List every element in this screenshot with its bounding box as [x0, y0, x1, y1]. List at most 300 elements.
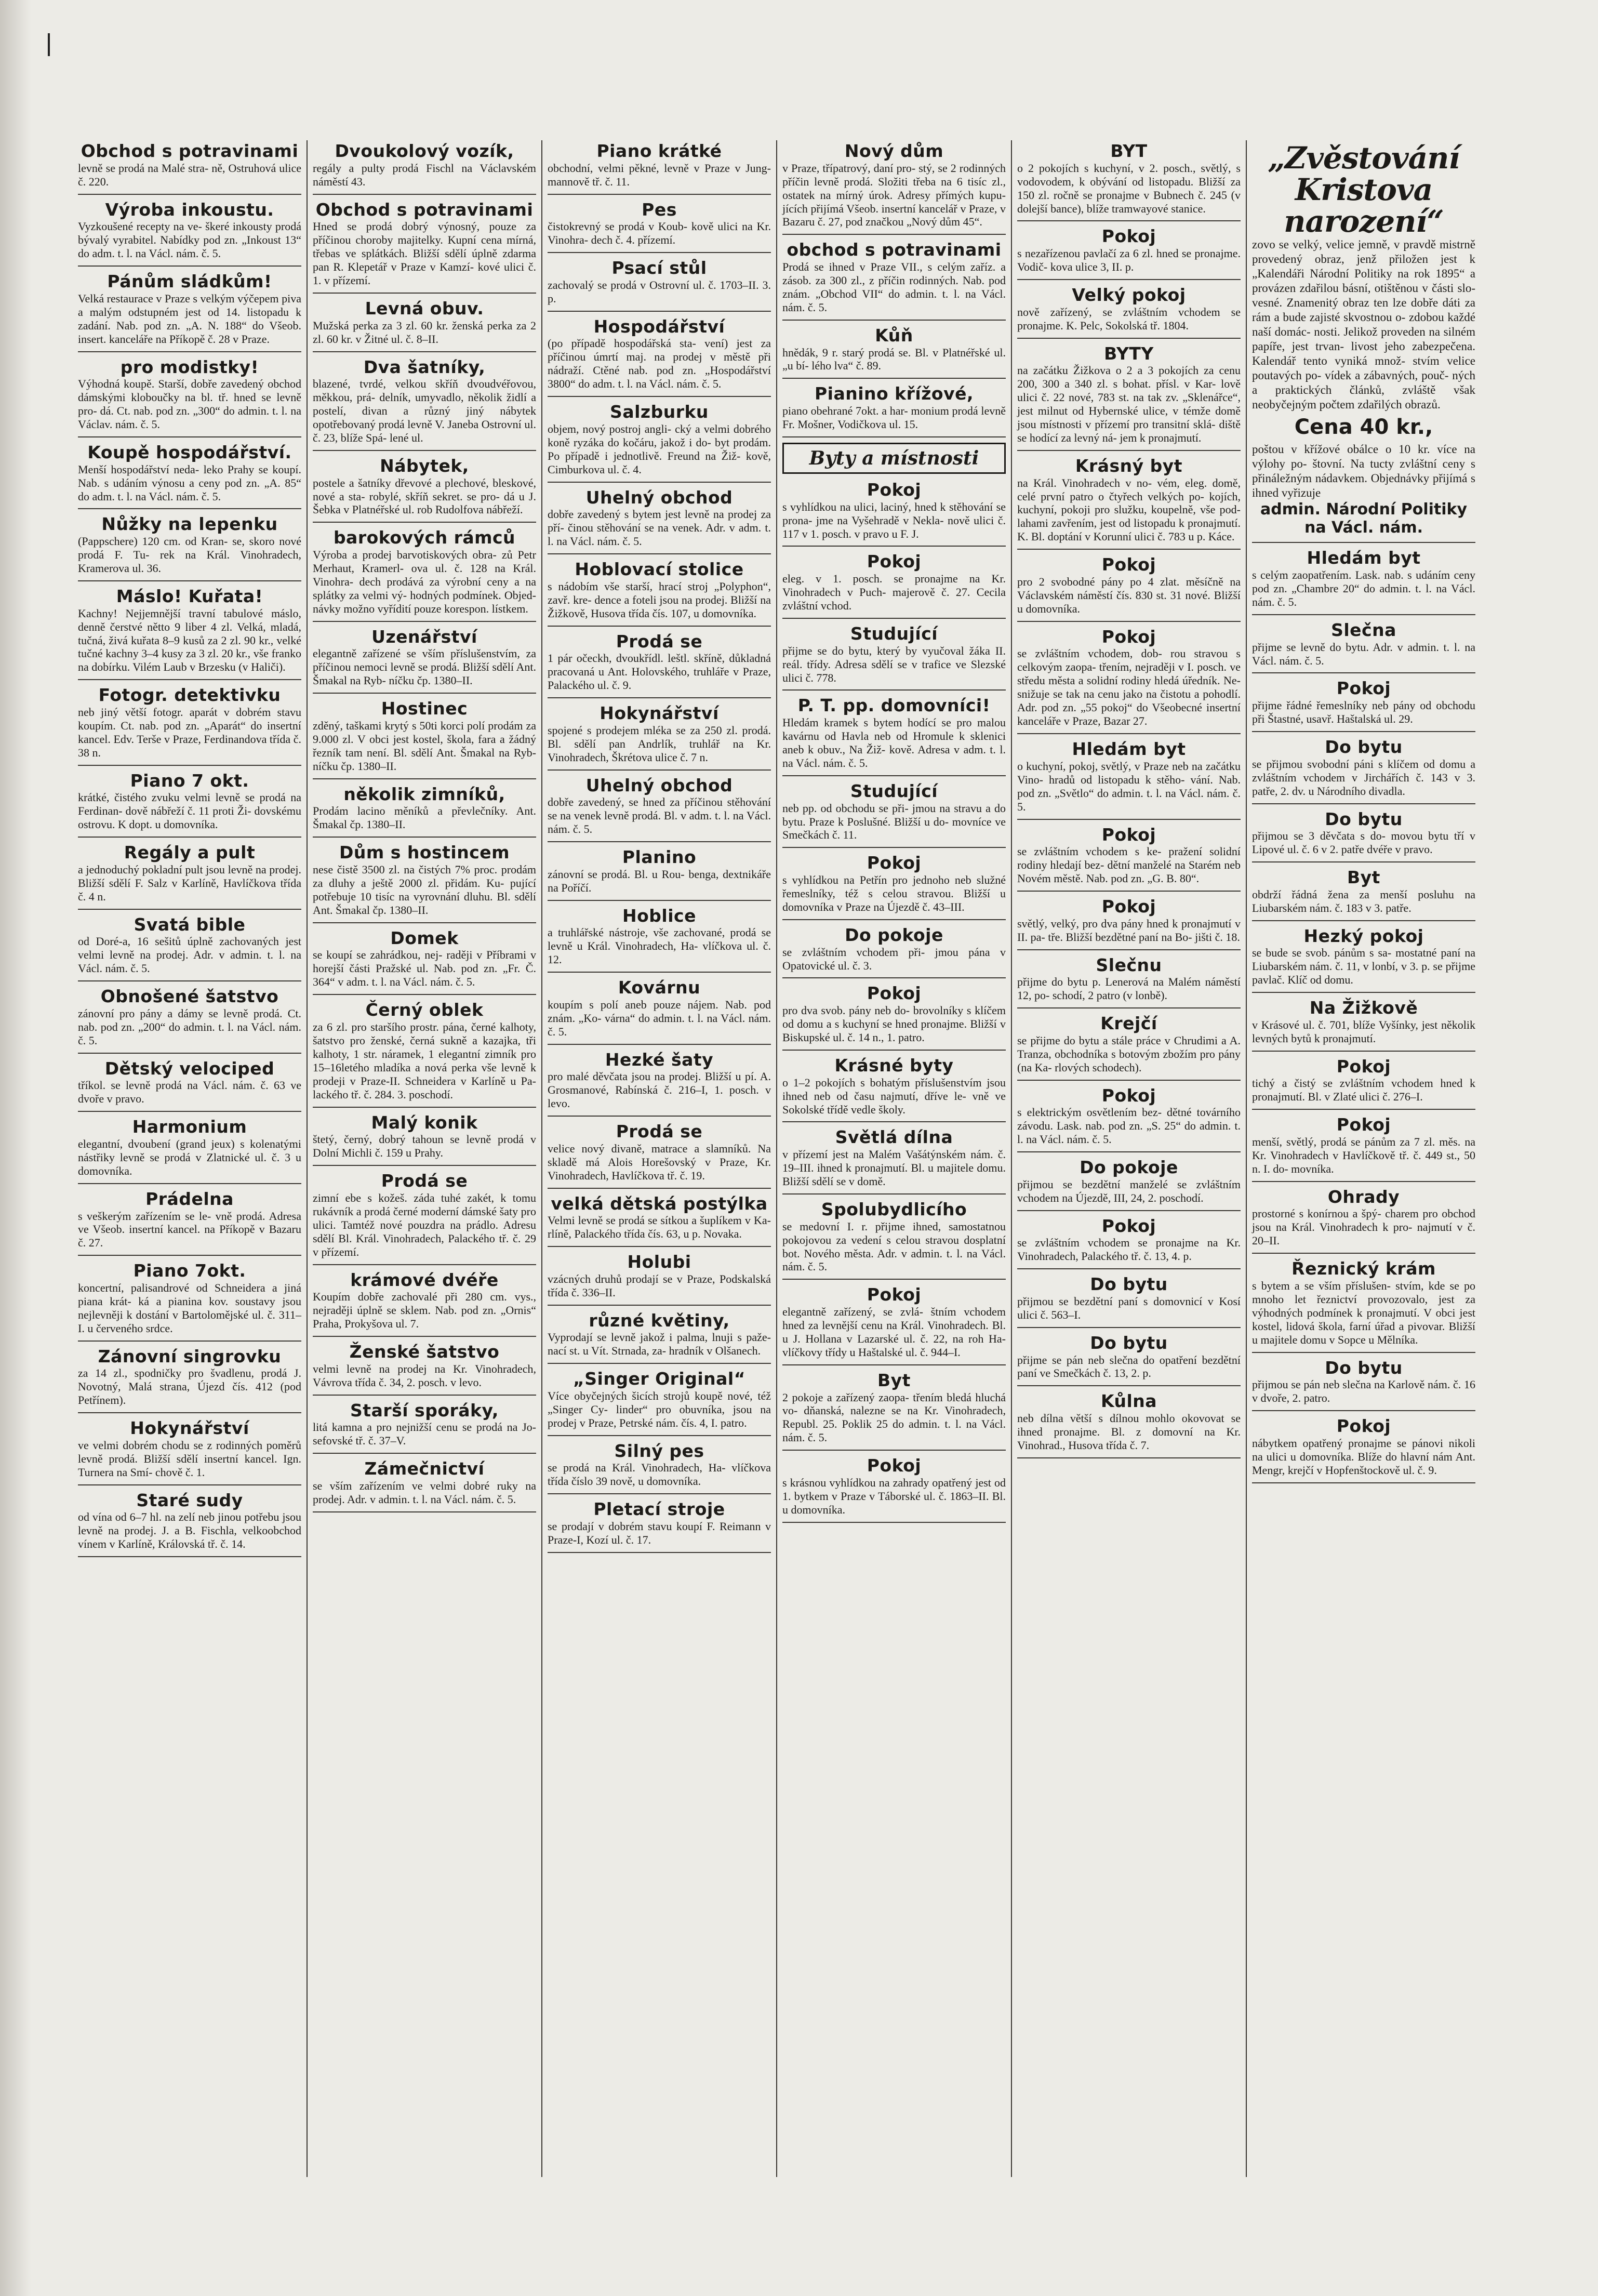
ad-headline: Studující: [850, 623, 938, 644]
ad-headline: Studující: [850, 780, 938, 801]
classified-ad: [78, 842, 301, 910]
ad-headline: Piano krátké: [596, 141, 722, 161]
ad-text: od vína od 6–7 hl. na zelí neb jinou potřebu jsou levně na prodej. J. a B. Fischla, velkoobchod vínem v Karlíně, Královská tř. č. 14.: [78, 1510, 301, 1551]
ad-text: přijmou se bezdětní paní s domovnicí v Kosí ulici č. 563–I.: [1017, 1294, 1241, 1321]
ad-text: neb jiný větší fotogr. aparát v dobrém stavu koupím. Ct. nab. pod zn. „Aparát“ do insertní kancel. Edv. Terše v Praze, Ferdinandova třída č. 38 n.: [78, 706, 301, 759]
ad-column-5: [1012, 140, 1247, 2177]
classified-ad: [78, 1058, 301, 1112]
ad-headline: několik zimníků,: [343, 784, 505, 804]
classified-ad: [1252, 1114, 1475, 1182]
classified-ad: [1252, 997, 1475, 1052]
ad-text: obdrží řádná žena za menší posluhu na Liubarském nám. č. 183 v 3. patře.: [1252, 887, 1475, 914]
classified-ad: [548, 316, 771, 397]
ad-text: přijme se pán neb slečna do opatření bezdětní paní ve Smečkách č. 13, 2. p.: [1017, 1353, 1241, 1380]
ad-text: Výroba a prodej barvotiskových obra- zů Petr Merhaut, Kramerl- ova ul. č. 128 na Král. Vinohra- dech prodává za výrobní ceny a na splátky za velmi vý- hodných podmínek. Objed- návky možno vyřídití pouze korespon. lístkem.: [313, 548, 536, 615]
ad-text: eleg. v 1. posch. se pronajme na Kr. Vinohradech v Puch- majerově č. 27. Cecila zvláštní vchod.: [782, 572, 1006, 612]
ad-text: koupím s polí aneb pouze nájem. Nab. pod znám. „Ko- várna“ do admin. t. l. na Václ. nám. č. 5.: [548, 998, 771, 1038]
ad-text: zimní ebe s kožeš. záda tuhé zakét, k tomu rukávník a prodá černé moderní dámské šaty pro ulici. Tamtéž nové pouzdra na prádlo. Adresu sdělí Bl. Král. Vinohradech, Palackého tř. č. 29 v přízemí.: [313, 1191, 536, 1258]
ad-text: tříkol. se levně prodá na Václ. nám. č. 63 ve dvoře v pravo.: [78, 1079, 301, 1106]
ad-headline: Prodá se: [381, 1171, 468, 1191]
ad-text: přijme se do bytu, který by vyučoval žáka II. reál. třídy. Adresa sdělí se v trafice ve Slezské ulici č. 778.: [782, 644, 1006, 684]
ad-column-4: [777, 140, 1012, 2177]
classified-ad: [1017, 1013, 1241, 1081]
ad-headline: Pokoj: [867, 853, 922, 873]
ad-column-3: [542, 140, 777, 2177]
classified-ad: [313, 626, 536, 694]
ad-headline: Hezký pokoj: [1303, 925, 1424, 946]
classified-ad: [1017, 954, 1241, 1009]
classified-ad: [548, 1193, 771, 1247]
ad-text: se koupí se zahrádkou, nej- raději v Příbrami v horejší části Pražské ul. Nab. pod zn. „Fr. Č. 364“ v adm. t. l. na Václ. nám. č. 5.: [313, 948, 536, 989]
ad-text: s nádobím vše starší, hrací stroj „Polyphon“, zavř. kre- dence a foteli jsou na prodej. Bližší na Žižkově, Husova třída čís. 107, u domovníka.: [548, 579, 771, 620]
classified-ad: [548, 1049, 771, 1117]
ad-headline: Hostinec: [381, 698, 468, 719]
publisher-address: admin. Národní Politiky na Václ. nám.: [1260, 500, 1468, 537]
ad-text: Hned se prodá dobrý výnosný, pouze za příčinou choroby majitelky. Kupní cena mírná, třebas ve splátkách. Bližší sdělí úplně zdarma pan R. Klepetář v Praze v Kamzí- kové ulici č. 1. v přízemí.: [313, 220, 536, 287]
ad-headline: Dětský velociped: [104, 1058, 275, 1079]
ad-text: neb pp. od obchodu se při- jmou na stravu a do bytu. Praze k Poslušné. Bližší u do- movníce ve Smečkách č. 11.: [782, 801, 1006, 842]
classified-ad: [78, 356, 301, 437]
classified-ad: [548, 559, 771, 627]
ad-headline: Velký pokoj: [1072, 285, 1186, 305]
ad-text: (po případě hospodářská sta- vení) jest za příčinou úmrtí maj. na prodej v městě při nádraží. Ctěné nab. pod zn. „Hospodářství 3800“ do adm. t. l. na Václ. nám. č. 5.: [548, 337, 771, 391]
ad-text: s vyhlídkou na Petřín pro jednoho neb služné řemeslníky, též s celou stravou. Bližší u domovníka v Praze na Újezdě č. 43–III.: [782, 873, 1006, 913]
ad-headline: Ženské šatstvo: [349, 1342, 500, 1362]
classified-ad: [78, 914, 301, 982]
section-heading-box: [782, 443, 1006, 474]
ad-text: o kuchyní, pokoj, světlý, v Praze neb na začátku Vino- hradů od listopadu k stěho- vání. Nab. pod zn. „Světlo“ do admin. t. l. na Václ. nám. č. 5.: [1017, 759, 1241, 813]
ad-headline: Hokynářství: [130, 1418, 249, 1439]
ad-text: se medovní I. r. přijme ihned, samostatnou pokojovou za vedení s celou stravou dosplatní bot. Nového města. Adr. v admin. t. l. na Václ. nám. č. 5.: [782, 1219, 1006, 1273]
ad-headline: Nůžky na lepenku: [101, 514, 278, 535]
ad-headline: Psací stůl: [611, 258, 707, 278]
ad-text: a truhlářské nástroje, vše zachované, prodá se levně u Král. Vinohradech, Ha- vlíčkova ul. č. 12.: [548, 926, 771, 966]
ad-headline: Silný pes: [614, 1440, 704, 1461]
ad-text: světlý, velký, pro dva pány hned k pronajmutí v II. pa- tře. Bližší bezdětné paní na Bo- jišti č. 18.: [1017, 917, 1241, 944]
ad-text: Koupím dobře zachovalé při 280 cm. vys., nejraději úplně se sklem. Nab. pod zn. „Ornis“ Praha, Prokyšova ul. 7.: [313, 1290, 536, 1331]
ad-text: nese čistě 3500 zl. na čistých 7% proc. prodám za dluhy a ještě 2000 zl. přidám. Ku- pující potřebuje 10 tisíc na vyrovnání dluhu. Bl. sdělí Ant. Šmakal čp. 1380–II.: [313, 862, 536, 917]
ad-headline: Na Žižkově: [1309, 998, 1418, 1018]
classified-ad: [313, 1112, 536, 1166]
margin-mark: [48, 33, 50, 56]
ad-headline: Do bytu: [1325, 737, 1403, 758]
ad-headline: Zánovní singrovku: [98, 1346, 282, 1366]
ad-headline: Pokoj: [1101, 896, 1156, 917]
classified-ad: [548, 1251, 771, 1306]
ad-headline: Hokynářství: [600, 703, 719, 724]
ad-headline: barokových rámců: [333, 527, 516, 548]
ad-headline: Hezké šaty: [605, 1049, 714, 1070]
ad-text: na začátku Žižkova o 2 a 3 pokojích za cenu 200, 300 a 340 zl. s bohat. přísl. v Kar- lově ulici č. 22 nové, 783 st. na tak zv. „Sklenářce“, jest milnut od Hybernské ulice, v témže domě jsou místnosti v přízemí pro transitní sklá- diště se hodící za levný ná- jem k pronajmutí.: [1017, 364, 1241, 444]
classified-ad: [1017, 738, 1241, 819]
ad-headline: Obchod s potravinami: [315, 199, 534, 220]
ad-text: nově zařízený, se zvláštním vchodem se pronajme. K. Pelc, Sokolská tř. 1804.: [1017, 305, 1241, 332]
classified-ad: [1252, 925, 1475, 993]
ad-headline: Fotogr. detektivku: [98, 685, 281, 706]
ad-text: dobře zavedený s bytem jest levně na prodej za pří- činou stěhování se na venek. Adr. v adm. t. l. na Václ. nám. č. 5.: [548, 508, 771, 548]
ad-text: krátké, čistého zvuku velmi levně se prodá na Ferdinan- dově nábřeží č. 11 proti Ži- dovskému ostrovu. K dopt. u domovníka.: [78, 791, 301, 831]
classified-ad: [548, 1310, 771, 1364]
ad-text: se prodají v dobrém stavu koupí F. Reimann v Praze-I, Kozí ul. č. 17.: [548, 1519, 771, 1546]
ad-text: 2 pokoje a zařízený zaopa- třením bledá hluchá vo- dňanská, nalezne se na Kr. Vinohradech, Republ. 25. Poklik 25 do admin. t. l. na Václ. nám. č. 5.: [782, 1390, 1006, 1444]
ad-headline: Slečna: [1331, 619, 1396, 640]
classified-ad: [782, 924, 1006, 979]
classified-ad: [78, 684, 301, 765]
classified-ad: [782, 780, 1006, 848]
ad-text: prostorné s konírnou a špý- charem pro obchod jsou na Král. Vinohradech k pro- najmutí v č. 20–II.: [1252, 1207, 1475, 1247]
classified-ad: [1017, 455, 1241, 550]
classified-ad: [548, 487, 771, 555]
ad-headline: Pokoj: [1101, 226, 1156, 247]
ad-headline: Nábytek,: [380, 455, 469, 476]
classified-ad: [1017, 1273, 1241, 1328]
ad-headline: Pokoj: [1336, 678, 1391, 699]
classified-ad: [782, 140, 1006, 235]
ad-text: a jednoduchý pokladní pult jsou levně na prodej. Bližší sdělí F. Salz v Karlíně, Havlíčkova třída č. 4 n.: [78, 862, 301, 903]
classified-ad: [1017, 225, 1241, 280]
ad-headline: Pokoj: [1336, 1416, 1391, 1437]
classified-ad: [313, 356, 536, 451]
ad-headline: Pes: [642, 199, 677, 220]
ad-text: elegantně zařízené se vším příslušenstvím, za příčinou nemoci levně se prodá. Bližší sdělí Ant. Šmakal na Ryb- níčku čp. 1380–II.: [313, 647, 536, 687]
ad-headline: „Singer Original“: [573, 1369, 745, 1389]
ad-text: přijme se levně do bytu. Adr. v admin. t. l. na Václ. nám. č. 5.: [1252, 640, 1475, 667]
ad-headline: Zámečnictví: [364, 1458, 485, 1479]
ad-headline: Planino: [622, 847, 697, 868]
ad-headline: Piano 7okt.: [133, 1260, 246, 1281]
ad-text: na Král. Vinohradech v no- vém, eleg. domě, celé první patro o čtyřech velkých po- kojích, kuchyní, pokoji pro služku, koupelně, vše pod- lahami zavřením, jest od listopadu k pronajmutí. K. Bl. doptání v Korunní ulici č. 783 u p. Káce.: [1017, 476, 1241, 543]
classified-ad: [1017, 1332, 1241, 1387]
ad-headline: Do bytu: [1090, 1274, 1168, 1295]
ad-text: s krásnou vyhlídkou na zahrady opatřený jest od 1. bytkem v Praze v Táborské ul. č. 1863–II. Bl. u domovníka.: [782, 1476, 1006, 1516]
ad-headline: Hledám byt: [1072, 739, 1186, 760]
classified-ad: [1252, 678, 1475, 732]
ad-text: dobře zavedený, se hned za příčinou stěhování se na venek levně prodá. Bl. v adm. t. l. na Václ. nám. č. 5.: [548, 795, 771, 836]
classified-ad: [782, 1199, 1006, 1280]
classified-ad: [78, 770, 301, 838]
ad-text: tichý a čistý se zvláštním vchodem hned k pronajmutí. Bl. v Zlaté ulici č. 276–I.: [1252, 1077, 1475, 1104]
classified-ad: [78, 271, 301, 352]
ad-text: pro 2 svobodné pány po 4 zlat. měsíčně na Václavském náměstí čís. 830 st. 31 nové. Bližší u domovníka.: [1017, 575, 1241, 615]
classified-ad: [782, 1126, 1006, 1195]
ad-headline: velká dětská postýlka: [551, 1193, 768, 1214]
ad-headline: Harmonium: [132, 1117, 247, 1137]
ad-text: zánovní se prodá. Bl. u Rou- benga, dextnikáře na Poříčí.: [548, 867, 771, 894]
ad-headline: Kůlna: [1100, 1391, 1157, 1412]
ad-headline: Hoblovací stolice: [575, 559, 744, 580]
classified-ad: [1017, 140, 1241, 221]
ad-text: levně se prodá na Malé stra- ně, Ostruhová ulice č. 220.: [78, 161, 301, 188]
ad-text: velice nový divaně, matrace a slamníků. Na skladě má Alois Horešovský v Praze, Kr. Vinohradech, Havlíčkova tř. č. 19.: [548, 1142, 771, 1182]
ad-text: zachovalý se prodá v Ostrovní ul. č. 1703–II. 3. p.: [548, 278, 771, 305]
ad-text: Velká restaurace v Praze s velkým výčepem piva a malým odstupném jest od 14. listopadu k zadání. Nab. pod zn. „A. N. 188“ do Všeob. insert. kanceláře na Příkopě č. 28 v Praze.: [78, 291, 301, 346]
classified-ad: [1017, 1085, 1241, 1153]
ad-text: s nezařízenou pavlačí za 6 zl. hned se pronajme. Vodič- kova ulice 3, II. p.: [1017, 247, 1241, 274]
ad-headline: P. T. pp. domovníci!: [797, 695, 991, 716]
ad-headline: Prodá se: [616, 1121, 703, 1142]
classified-ad: [313, 927, 536, 996]
classified-ad: [782, 479, 1006, 547]
classified-ad: [548, 1121, 771, 1189]
ad-headline: Pokoj: [1101, 1085, 1156, 1106]
ad-headline: Pokoj: [1101, 824, 1156, 845]
ad-text: 1 pár očeckh, dvoukřídl. leštl. skříně, důkladná pracovaná u Ant. Holovského, truhláře v Praze, Palackého ul. č. 9.: [548, 652, 771, 692]
classified-ad: [78, 1417, 301, 1485]
ad-headline: Pokoj: [1101, 554, 1156, 575]
section-heading: Byty a místnosti: [809, 447, 979, 469]
ad-column-1: [73, 140, 308, 2177]
classified-ad: [782, 983, 1006, 1051]
ad-text: menší, světlý, prodá se pánům za 7 zl. měs. na Kr. Vinohradech v Havlíčkově tř. č. 449 st., 50 n. I. do- movníka.: [1252, 1135, 1475, 1175]
ad-headline: Slečnu: [1096, 954, 1162, 975]
ad-headline: Salzburku: [610, 402, 709, 422]
classified-ad: [78, 442, 301, 510]
classified-ad: [548, 631, 771, 699]
ad-text: neb dílna větší s dílnou mohlo okovovat se ihned pronajme. Bl. z domovní na Kr. Vinohrad., Husova třída č. 7.: [1017, 1412, 1241, 1452]
ad-text: spojené s prodejem mléka se za 250 zl. prodá. Bl. sdělí pan Andrlík, truhlář na Kr. Vinohradech, Škrétova ulice č. 7 n.: [548, 723, 771, 764]
ad-headline: Dvoukolový vozík,: [335, 141, 514, 161]
classified-ad: [1017, 896, 1241, 950]
ad-text: v Krásové ul. č. 701, blíže Vyšínky, jest několik levných bytů k pronajmutí.: [1252, 1018, 1475, 1045]
ad-text: postele a šatníky dřevové a plechové, bleskové, nové a sta- robylé, skříň sekret. se pro- dá u J. Šebka v Platnéřské ul. rob Rudolfova nábřeží.: [313, 476, 536, 516]
classified-ad: [782, 623, 1006, 691]
ad-text: se zvláštním vchodem, dob- rou stravou s celkovým zaopa- třením, nejraději v I. posch. ve středu města a solidní rodiny hledá úředník. Ne- snižuje se tak na cenu jako na čistotu a pohodlí. Adr. pod zn. „55 pokoj“ do Všeobecné insertní kanceláře v Praze, Bazar 27.: [1017, 647, 1241, 728]
ad-text: koncertní, palisandrové od Schneidera a jiná piana krát- ká a pianina kov. soustavy jsou nejlevněji k dostání v Bartolomějské ul. č. 311–I. u červeného srdce.: [78, 1281, 301, 1335]
ad-headline: Dva šatníky,: [363, 356, 486, 377]
ad-headline: Pianino křížové,: [814, 383, 974, 404]
ad-headline: BYTY: [1104, 343, 1154, 364]
classified-ad: [1017, 343, 1241, 451]
ad-headline: Pokoj: [867, 551, 922, 572]
ad-text: Menší hospodářství neda- leko Prahy se koupí. Nab. s udáním výnosu a ceny pod zn. „A. 85“ do adm. t. l. na Václ. nám. č. 5.: [78, 462, 301, 503]
ad-headline: Levná obuv.: [365, 298, 484, 318]
ad-headline: Pokoj: [1336, 1114, 1391, 1135]
classified-ad: [313, 1269, 536, 1337]
classified-ad: [313, 298, 536, 352]
ad-headline: Řeznický krám: [1291, 1258, 1436, 1279]
classified-ad: [548, 775, 771, 843]
ad-headline: Ohrady: [1327, 1186, 1400, 1207]
calendar-advertisement: [1252, 140, 1475, 543]
ad-headline: Kůň: [875, 325, 913, 346]
ad-text: od Doré-a, 16 sešitů úplně zachovaných jest velmi levně na prodej. Adr. v admin. t. l. na Václ. nám. č. 5.: [78, 935, 301, 975]
classified-ad: [1252, 808, 1475, 863]
classified-ad: [78, 513, 301, 581]
classified-ad: [1252, 736, 1475, 804]
ad-headline: Koupě hospodářství.: [87, 442, 292, 462]
ad-headline: Světlá dílna: [835, 1127, 953, 1148]
ad-headline: Pokoj: [1101, 626, 1156, 647]
classified-ad: [78, 1116, 301, 1184]
classified-ad: [548, 846, 771, 901]
classified-ad: [782, 383, 1006, 437]
ad-text: vzácných druhů prodají se v Praze, Podskalská třída č. 336–II.: [548, 1272, 771, 1299]
ad-headline: Domek: [390, 927, 459, 948]
ad-headline: Výroba inkoustu.: [105, 199, 274, 220]
ad-headline: Malý konik: [371, 1112, 478, 1133]
classified-ad: [78, 140, 301, 195]
ad-text: štetý, černý, dobrý tahoun se levně prodá v Dolní Michli č. 159 u Prahy.: [313, 1133, 536, 1160]
classified-ad: [313, 527, 536, 621]
ad-text: přijmou se pán neb slečna na Karlově nám. č. 16 v dvoře, 2. patro.: [1252, 1378, 1475, 1405]
classified-ad: [782, 1455, 1006, 1523]
ad-text: se přijmou svobodní páni s klíčem od domu a zvláštním vchodem v Jirchářích č. 143 v 3. patře, 2. dv. u Národního divadla.: [1252, 757, 1475, 798]
classified-ad: [548, 1498, 771, 1553]
classified-ad: [782, 325, 1006, 379]
classified-ad: [548, 199, 771, 254]
ad-text: s celým zaopatřením. Lask. nab. s udáním ceny pod zn. „Chambre 20“ do admin. t. l. na Václ. nám. č. 5.: [1252, 568, 1475, 608]
ad-text: velmi levně na prodej na Kr. Vinohradech, Vávrova třída č. 34, 2. posch. v levo.: [313, 1362, 536, 1389]
classified-ad: [782, 852, 1006, 920]
ad-headline: Do pokoje: [845, 924, 943, 945]
classified-ad: [313, 1170, 536, 1265]
ad-headline: Do bytu: [1325, 808, 1403, 829]
feature-body: zovo se velký, velice jemně, v pravdě mistrně provedený obraz, jenž přiložen jest k „Kalendáři Národní Politiky na rok 1895“ a provázen zdařilou básní, otištěnou v části slo- vesné. Znamenitý obraz ten lze dobře dáti za rám a bude zajisté skvostnou o- zdobou každé naší domác- nosti. Jelikož proveden na silném papíře, jest trvan- livost jeho zabezpečena. Kalendář tento vyniká množ- stvím velice poutavých po- vídek a zábavných, pouč- ných a praktických článků, zvláště však neobyčejným počtem zdařilých obrazů.: [1252, 237, 1475, 412]
ad-text: s vyhlídkou na ulici, laciný, hned k stěhování se prona- jme na Vyšehradě v Nekla- nově ulici č. 117 v 1. posch. v pravo u F. J.: [782, 500, 1006, 540]
ad-text: s bytem a se vším příslušen- stvím, kde se po mnoho let řeznictví provozovalo, jest za výhodných podmínek k pronajmutí. V obci jest kostel, lidová škola, farní úřad a pivovar. Bližší u majitele domu v Sopce u Mělníka.: [1252, 1279, 1475, 1346]
classified-ad: [313, 1400, 536, 1454]
classified-ad: [1017, 1390, 1241, 1458]
classified-ad: [548, 401, 771, 482]
classified-ad: [1252, 1056, 1475, 1110]
ad-headline: Pokoj: [1101, 1215, 1156, 1236]
ad-headline: Hledám byt: [1307, 548, 1421, 568]
ad-column-2: [308, 140, 542, 2177]
classified-ad: [1017, 554, 1241, 622]
feature-ordering-text: poštou v křížové obálce o 10 kr. více na výlohy po- štovní. Na tucty zvláštní ceny s přináležným nádavkem. Objednávky přijímá s ihned vyřizuje: [1252, 443, 1475, 500]
classified-ad: [78, 586, 301, 680]
ad-headline: Regály a pult: [124, 842, 256, 863]
page-edge-shadow: [0, 0, 31, 2296]
classified-ad: [1252, 1186, 1475, 1254]
classified-ad: [313, 999, 536, 1107]
ad-headline: Pokoj: [867, 479, 922, 500]
ad-headline: Hospodářství: [593, 316, 725, 337]
ad-text: litá kamna a pro nejnižší cenu se prodá na Jo- sefovské tř. č. 37–V.: [313, 1421, 536, 1448]
ad-text: pro malé děvčata jsou na prodej. Bližší u pí. A. Grosmanové, Rabínská č. 216–I, 1. posch. v levo.: [548, 1070, 771, 1110]
ad-headline: Holubi: [627, 1252, 691, 1272]
ad-text: se zvláštním vchodem při- jmou pána v Opatovické ul. č. 3.: [782, 945, 1006, 972]
ad-text: čistokrevný se prodá v Koub- kově ulici na Kr. Vinohra- dech č. 4. přízemí.: [548, 220, 771, 247]
ad-text: přijmou se 3 děvčata s do- movou bytu tří v Lipové ul. č. 6 v 2. patře dvéře v pravo.: [1252, 829, 1475, 856]
ad-headline: Dům s hostincem: [339, 842, 510, 863]
ad-text: přijme řádné řemeslníky neb pány od obchodu při Štastné, usavř. Haštalská ul. 29.: [1252, 699, 1475, 726]
price-line: Cena 40 kr.,: [1294, 415, 1433, 440]
ad-text: nábytkem opatřený pronajme se pánovi nikoli na ulici u domovníka. Blíže do hlavní nám Ant. Mengr, krejčí v Hopfenštockově ul. č. 9.: [1252, 1436, 1475, 1477]
ad-text: za 6 zl. pro staršího prostr. pána, černé kalhoty, šatstvo pro ženské, černá sukně a kazajka, tři kalhoty, 1 str. náramek, 1 elegantní zimník pro 15–16letého mladíka a nová perka vše levně k prodeji v Praze-II. Schneidera v Karlíně u Pa- lackého tř. č. 284. 3. poschodí.: [313, 1020, 536, 1101]
ad-text: zánovní pro pány a dámy se levně prodá. Ct. nab. pod zn. „200“ do admin. t. l. na Václ. nám. č. 5.: [78, 1006, 301, 1047]
ad-headline: Pokoj: [1336, 1056, 1391, 1077]
ad-headline: Piano 7 okt.: [130, 770, 249, 791]
ad-headline: Uhelný obchod: [585, 775, 733, 795]
ad-headline: Svatá bible: [134, 914, 246, 935]
classified-ad: [1252, 1357, 1475, 1412]
ad-text: se zvláštním vchodem se pronajme na Kr. Vinohradech, Palackého tř. č. 13, 4. p.: [1017, 1236, 1241, 1263]
ad-headline: Pánům sládkům!: [107, 271, 272, 292]
classified-ad: [1017, 1215, 1241, 1270]
ad-text: se prodá na Král. Vinohradech, Ha- vlíčkova třída číslo 39 nově, u domovníka.: [548, 1461, 771, 1488]
classified-ad: [548, 977, 771, 1045]
classified-ads-grid: [73, 140, 1590, 2177]
ad-headline: Byt: [1347, 867, 1380, 888]
ad-text: elegantní, dvoubení (grand jeux) s kolenatými nástřiky levně se prodá v Zlatnické ul. č. 3 u domovníka.: [78, 1137, 301, 1177]
classified-ad: [548, 140, 771, 195]
ad-text: přijmou se bezdětní manželé se zvláštním vchodem na Újezdě, III, 24, 2. poschodí.: [1017, 1177, 1241, 1204]
ad-text: ve velmi dobrém chodu se z rodinných poměrů levně prodá. Bližší sdělí insertní kancel. Ign. Turnera na Smí- chově č. 1.: [78, 1438, 301, 1479]
classified-ad: [782, 1055, 1006, 1123]
classified-ad: [1017, 626, 1241, 734]
ad-headline: Starší sporáky,: [350, 1400, 499, 1421]
classified-ad: [548, 1440, 771, 1495]
ad-headline: Uzenářství: [371, 626, 477, 647]
ad-text: za 14 zl., spodničky pro švadlenu, prodá J. Novotný, Malá strana, Újezd čís. 412 (pod Petřínem).: [78, 1366, 301, 1407]
classified-ad: [548, 702, 771, 771]
ad-text: zděný, taškami krytý s 50ti korci polí prodám za 9.000 zl. V obci jest kostel, škola, fara a žádný řezník tam není. Bl. sdělí Ant. Šmakal na Ryb- níčku čp. 1380–II.: [313, 719, 536, 773]
classified-ad: [782, 1370, 1006, 1451]
ad-text: regály a pulty prodá Fischl na Václavském náměstí 43.: [313, 161, 536, 188]
ad-headline: Nový dům: [844, 141, 944, 161]
classified-ad: [782, 695, 1006, 776]
ad-text: v Praze, třípatrový, daní pro- stý, se 2 rodinných příčin levně prodá. Složiti třeba na 6 tisíc zl., ostatek na mírný úrok. Adresy přímých kupu- jících přijímá Všeob. insertní kancelář v Praze, v Bazaru č. 27, pod značkou „Nový dům 45“.: [782, 161, 1006, 229]
ad-text: Vyzkoušené recepty na ve- škeré inkousty prodá bývalý vyrabitel. Nabídky pod zn. „Inkoust 13“ do adm. t. l. na Václ. nám. č. 5.: [78, 220, 301, 260]
classified-ad: [313, 698, 536, 779]
ad-text: Mužská perka za 3 zl. 60 kr. ženská perka za 2 zl. 60 kr. v Žitné ul. č. 8–II.: [313, 318, 536, 346]
ad-text: Výhodná koupě. Starší, dobře zavedený obchod dámskými kloboučky na bl. tř. hned se levně pro- dá. Ct. nab. pod zn. „300“ do admin. t. l. na Václav. nám. č. 5.: [78, 377, 301, 431]
ad-text: Kachny! Nejjemnější travní tabulové máslo, denně čerstvé nětto 9 liber 4 zl. Velká, mladá, tučná, živá kuřata 8–9 kusů za 2 zl. 90 kr., velké tučné kachny 3–4 kusy za 3 zl. 20 kr., vše franko na dobírku. Vilém Laub v Brzesku (v Haliči).: [78, 606, 301, 674]
classified-ad: [1017, 284, 1241, 339]
classified-ad: [1017, 824, 1241, 892]
ad-headline: Krásný byt: [1075, 455, 1183, 476]
classified-ad: [78, 1346, 301, 1414]
ad-headline: Do pokoje: [1080, 1157, 1178, 1178]
ad-headline: Kovárnu: [618, 977, 701, 998]
ad-text: přijme do bytu p. Lenerová na Malém náměstí 12, po- schodí, 2 patro (v lonbě).: [1017, 975, 1241, 1002]
ad-headline: Máslo! Kuřata!: [116, 586, 263, 606]
ad-text: Více obyčejných šicích strojů koupě nové, též „Singer Cy- linder“ pro obuvníka, jsou na prodej v Praze, Petrské nám. čís. 4, I. patro.: [548, 1389, 771, 1429]
ad-text: pro dva svob. pány neb do- brovolníky s klíčem od domu a s kuchyní se hned pronajme. Bližší v Biskupské ul. č. 14 n., 1. patro.: [782, 1004, 1006, 1044]
ad-text: Hledám kramek s bytem hodící se pro malou kavárnu od Havla neb od Hromule k sklenici aneb k obuv., Na Žiž- kově. Adresa v adm. t. l. na Václ. nám. č. 5.: [782, 716, 1006, 769]
ad-headline: Hoblice: [622, 905, 696, 926]
ad-headline: Do bytu: [1090, 1332, 1168, 1353]
ad-headline: BYT: [1110, 141, 1148, 161]
ad-headline: Byt: [877, 1370, 911, 1390]
feature-title: „Zvěstování Kristova narození“: [1268, 140, 1460, 239]
classified-ad: [313, 455, 536, 523]
ad-headline: Do bytu: [1325, 1357, 1403, 1378]
ad-text: Vyprodají se levně jakož i palma, lnuji s paže- nací st. u Vít. Strnada, za- hradník v Olšanech.: [548, 1331, 771, 1358]
classified-ad: [548, 1368, 771, 1436]
ad-text: Velmi levně se prodá se sítkou a šuplíkem v Ka- rlíně, Palackého třída čís. 63, u p. Novaka.: [548, 1214, 771, 1241]
ad-column-6: [1247, 140, 1481, 2177]
classified-ad: [78, 986, 301, 1054]
classified-ad: [78, 1260, 301, 1341]
ad-headline: Prodá se: [616, 631, 703, 652]
classified-ad: [782, 1284, 1006, 1365]
ad-headline: Spolubydlicího: [821, 1199, 967, 1219]
ad-headline: Staré sudy: [136, 1490, 243, 1510]
ad-text: se zvláštním vchodem s ke- pražení solidní rodiny hledají bez- dětní manželé na Starém neb Novém městě. Nab. pod zn. „G. B. 80“.: [1017, 845, 1241, 885]
classified-ad: [78, 1490, 301, 1558]
ad-headline: Krejčí: [1100, 1013, 1157, 1034]
ad-headline: Pokoj: [867, 1455, 922, 1476]
ad-text: se bude se svob. pánům s sa- mostatné paní na Liubarském nám. č. 11, v lonbí, v 3. p. se přijme pavlač. Klíč od domu.: [1252, 946, 1475, 987]
classified-ad: [1252, 619, 1475, 674]
ad-headline: Pletací stroje: [593, 1499, 725, 1520]
ad-text: v přízemí jest na Malém Vašátýnském nám. č. 19–III. ihned k pronajmutí. Bl. u majitele domu. Bližší sdělí se v domě.: [782, 1148, 1006, 1188]
ad-headline: obchod s potravinami: [787, 240, 1002, 260]
ad-headline: pro modistky!: [120, 356, 259, 377]
ad-text: se přijme do bytu a stále práce v Chrudimi a A. Tranza, obchodníka s botovým zbožím pro pány (na Ka- rlových schodech).: [1017, 1033, 1241, 1074]
